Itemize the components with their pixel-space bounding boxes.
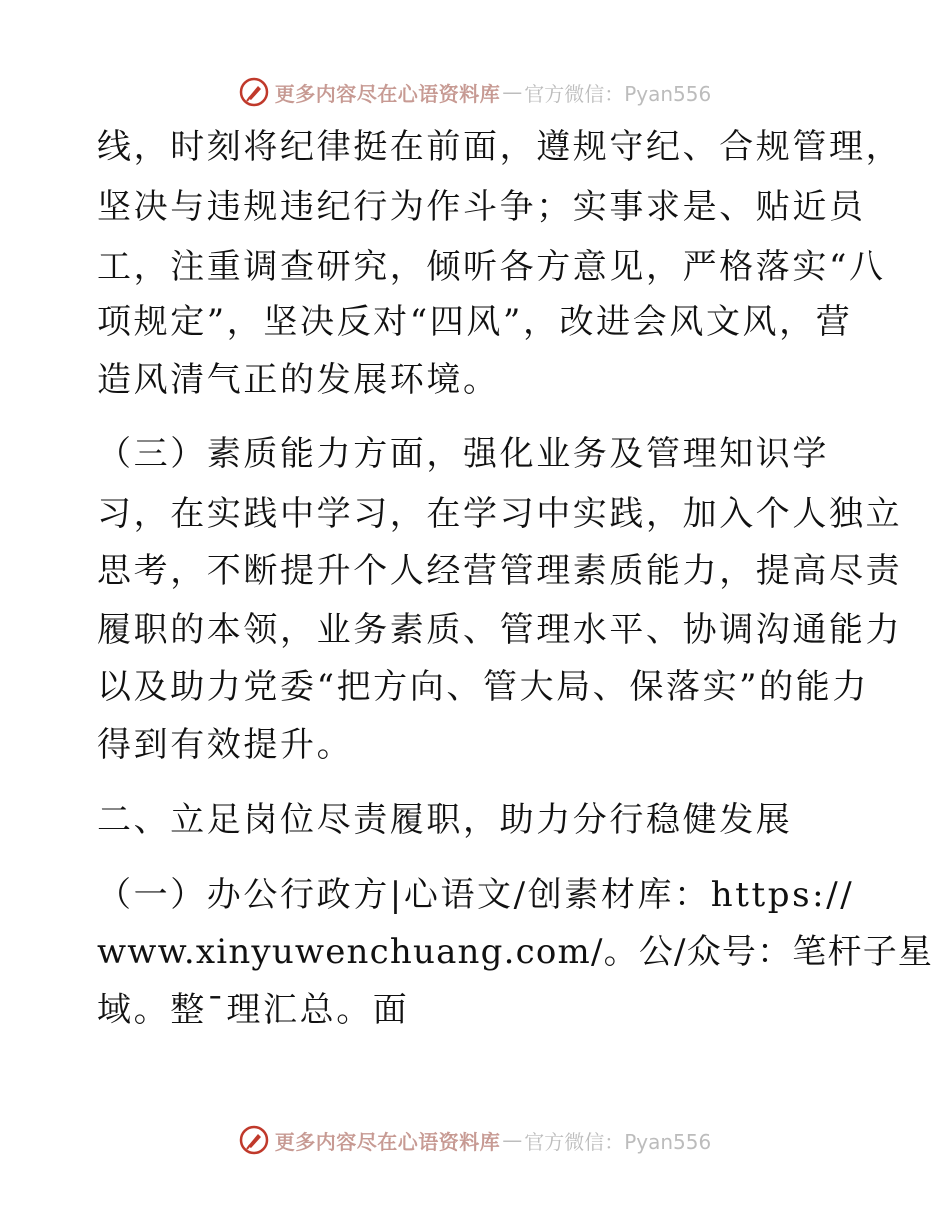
text-line: 项规定”，坚决反对“四风”，改进会风文风，营 bbox=[97, 302, 853, 342]
header-watermark-banner bbox=[0, 72, 950, 112]
text-line: 坚决与违规违纪行为作斗争；实事求是、贴近员 bbox=[97, 187, 866, 227]
text-line: 工，注重调查研究，倾听各方意见，严格落实“八 bbox=[97, 247, 886, 287]
text-line: 以及助力党委“把方向、管大局、保落实”的能力 bbox=[97, 667, 869, 707]
brand-text: 更多内容尽在心语资料库 bbox=[274, 1129, 501, 1154]
text-line: 得到有效提升。 bbox=[97, 725, 354, 765]
text-line: 域。整¯理汇总。面 bbox=[97, 990, 410, 1030]
footer-watermark-banner bbox=[0, 1120, 950, 1160]
chapter-heading: 二、立足岗位尽责履职，助力分行稳健发展 bbox=[97, 800, 793, 840]
brand-text: 更多内容尽在心语资料库 bbox=[274, 81, 501, 106]
quill-logo-icon bbox=[239, 1125, 269, 1155]
text-line: 履职的本领，业务素质、管理水平、协调沟通能力 bbox=[97, 610, 903, 650]
wechat-contact: 官方微信：Pyan556 bbox=[524, 1129, 712, 1154]
banner-separator: — bbox=[502, 1128, 523, 1152]
quill-logo-icon bbox=[239, 77, 269, 107]
wechat-contact: 官方微信：Pyan556 bbox=[524, 81, 712, 106]
text-line-url: www.xinyuwenchuang.com/。公/众号：笔杆子星 bbox=[97, 932, 934, 972]
text-line: 线，时刻将纪律挺在前面，遵规守纪、合规管理， bbox=[97, 127, 903, 167]
section-heading-quality: （三）素质能力方面，强化业务及管理知识学 bbox=[97, 434, 829, 474]
section-heading-office: （一）办公行政方|心语文/创素材库：https:// bbox=[97, 875, 855, 915]
banner-separator: — bbox=[502, 80, 523, 104]
text-line: 思考，不断提升个人经营管理素质能力，提高尽责 bbox=[97, 551, 903, 591]
text-line: 造风清气正的发展环境。 bbox=[97, 360, 500, 400]
text-line: 习，在实践中学习，在学习中实践，加入个人独立 bbox=[97, 494, 903, 534]
